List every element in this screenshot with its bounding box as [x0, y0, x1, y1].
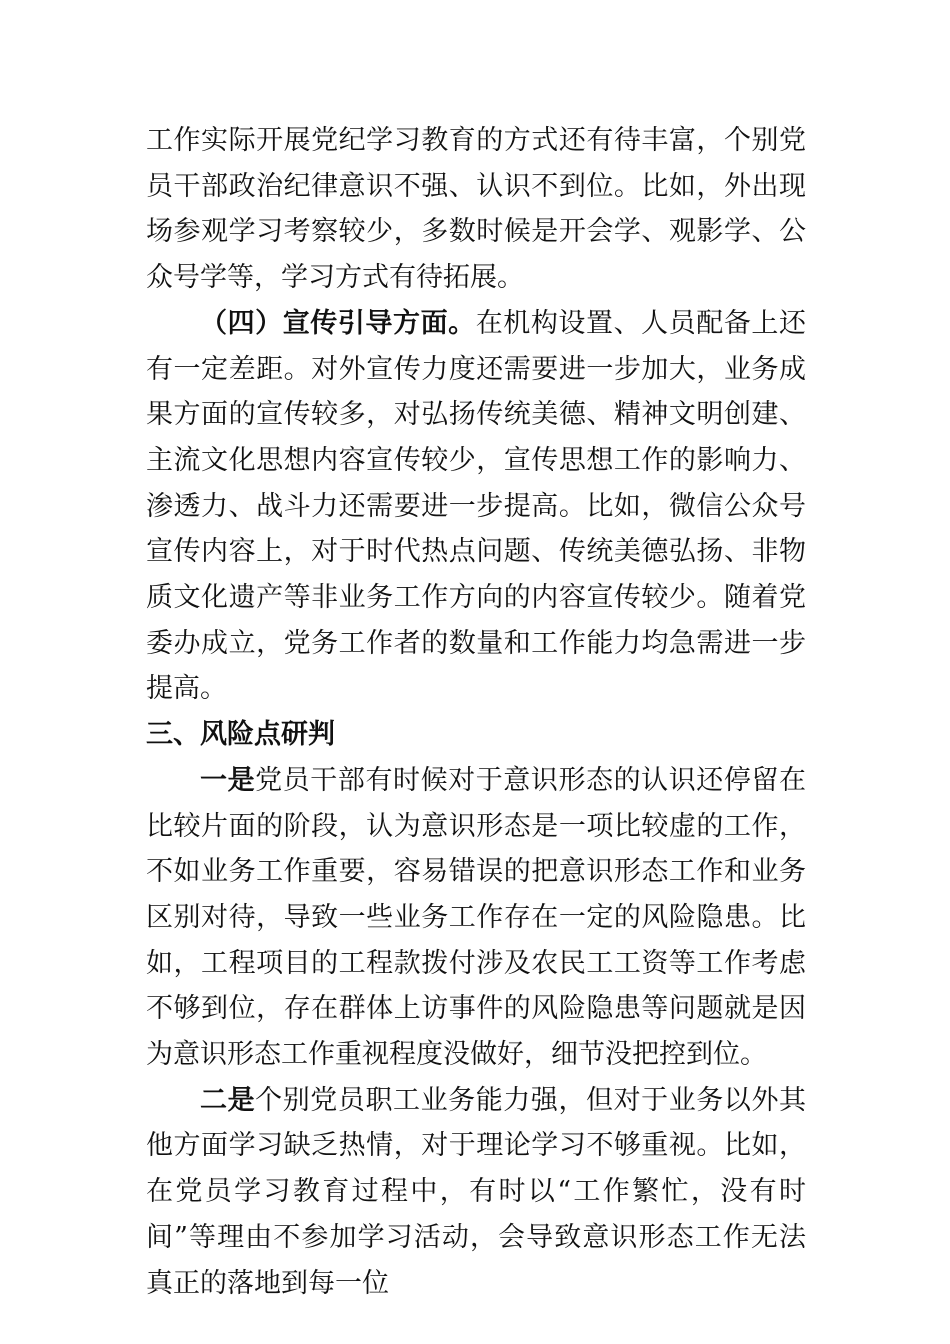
paragraph-section-4 [146, 301, 806, 712]
paragraph-continued [146, 118, 806, 301]
point-1-body: 党员干部有时候对于意识形态的认识还停留在比较片面的阶段，认为意识形态是一项比较虚的工作，不如业务工作重要，容易错误的把意识形态工作和业务区别对待，导致一些业务工作存在一定的风险隐患。比如，工程项目的工程款拨付涉及农民工工资等工作考虑不够到位，存在群体上访事件的风险隐患等问题就是因为意识形态工作重视程度没做好，细节没把控到位。 [146, 764, 807, 1071]
point-2-lead: 二是 [200, 1084, 256, 1116]
section-4-body: 在机构设置、人员配备上还有一定差距。对外宣传力度还需要进一步加大，业务成果方面的宣传较多，对弘扬传统美德、精神文明创建、主流文化思想内容宣传较少，宣传思想工作的影响力、渗透力、战斗力还需要进一步提高。比如，微信公众号宣传内容上，对于时代热点问题、传统美德弘扬、非物质文化遗产等非业务工作方向的内容宣传较少。随着党委办成立，党务工作者的数量和工作能力均急需进一步提高。 [146, 307, 807, 705]
document-body [146, 118, 806, 1306]
point-1-lead: 一是 [200, 764, 256, 796]
paragraph-continued-text: 工作实际开展党纪学习教育的方式还有待丰富，个别党员干部政治纪律意识不强、认识不到位。比如，外出现场参观学习考察较少，多数时候是开会学、观影学、公众号学等，学习方式有待拓展。 [146, 125, 806, 294]
section-4-lead: （四）宣传引导方面。 [200, 307, 476, 339]
paragraph-point-1 [146, 758, 806, 1078]
point-2-body: 个别党员职工业务能力强，但对于业务以外其他方面学习缺乏热情，对于理论学习不够重视。比如，在党员学习教育过程中，有时以“工作繁忙，没有时间”等理由不参加学习活动，会导致意识形态工作无法真正的落地到每一位 [146, 1084, 807, 1299]
paragraph-point-2 [146, 1078, 806, 1307]
section-heading-3: 三、风险点研判 [146, 719, 335, 751]
